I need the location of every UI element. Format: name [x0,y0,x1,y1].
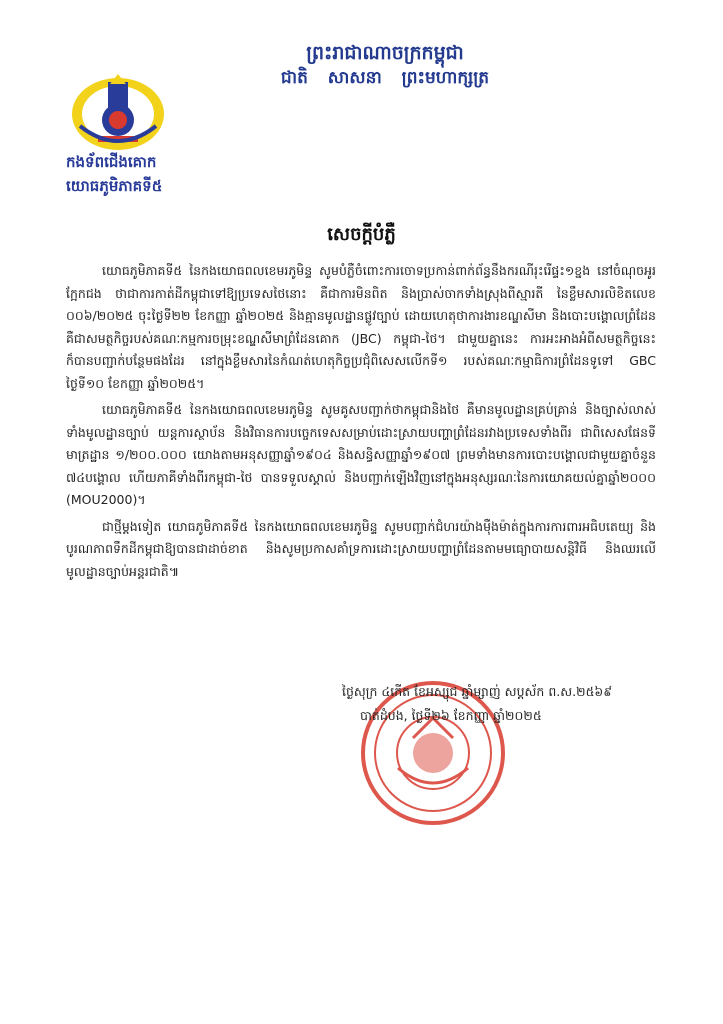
unit-name [66,150,286,198]
paragraph-3: ជាថ្មីម្ដងទៀត យោធភូមិភាគទី៥ នៃកងយោធពលខេមរភូមិន្ទ សូមបញ្ជាក់ជំហរយ៉ាងម៉ឺងម៉ាត់ក្នុងការការពារអធិបតេយ្យ និងបូរណភាពទឹកដីកម្ពុជាឱ្យបានជាដាច់ខាត និងសូមប្រកាសគាំទ្រការដោះស្រាយបញ្ហាព្រំដែនតាមមធ្យោបាយសន្តិវិធី និងឈរលើមូលដ្ឋានច្បាប់អន្តរជាតិ៕ [66,518,656,579]
unit-line-army: កងទ័ពជើងគោក [66,153,157,171]
paragraph-2: យោធភូមិភាគទី៥ នៃកងយោធពលខេមរភូមិន្ទ សូមគូសបញ្ជាក់ថាកម្ពុជានិងថៃ គឺមានមូលដ្ឋានគ្រប់គ្រាន់ និងច្បាស់លាស់ ទាំងមូលដ្ឋានច្បាប់ យន្តការស្ថាប័ន និងវិធានការបច្ចេកទេសសម្រាប់ដោះស្រាយបញ្ហាព្រំដែនរវាងប្រទេសទាំងពីរ ជាពិសេសផែនទីមាត្រដ្ឋាន ១/២០០.០០០ យោងតាមអនុសញ្ញាឆ្នាំ១៩០៤ និងសន្ធិសញ្ញាឆ្នាំ១៩០៧ ព្រមទាំងមានការបោះបង្គោលជាមួយគ្នាចំនួន ៧៤បង្គោល ហើយភាគីទាំងពីរកម្ពុជា-ថៃ បានទទួលស្គាល់ និងបញ្ជាក់ឡើងវិញនៅក្នុងអនុស្សរណៈនៃការយោគយល់គ្នាឆ្នាំ២០០០ (MOU2000)។ [66,402,656,507]
document-body [66,260,656,587]
document-title: សេចក្ដីបំភ្លឺ [327,224,396,245]
paragraph-1: យោធភូមិភាគទី៥ នៃកងយោធពលខេមរភូមិន្ទ សូមបំភ្លឺចំពោះការចោទប្រកាន់ពាក់ព័ន្ធនឹងករណីរុះរើផ្ទះ១ខ្នង នៅចំណុចអូរក្អែកជង ថាជាការកាត់ដីកម្ពុជាទៅឱ្យប្រទេសថៃនោះ គឺជាការមិនពិត និងប្រាស់ចាកទាំងស្រុងពីស្មារតី នៃខ្លឹមសារលិខិតលេខ ០០៦/២០២៥ ចុះថ្ងៃទី២២ ខែកញ្ញា ឆ្នាំ២០២៥ និងគ្មានមូលដ្ឋានផ្លូវច្បាប់ ដោយហេតុថាការងារខណ្ឌសីមា និងបោះបង្គោលព្រំដែន គឺជាសមត្ថកិច្ចរបស់គណៈកម្មការចម្រុះខណ្ឌសីមាព្រំដែនគោក (JBC) កម្ពុជា-ថៃ។ ជាមួយគ្នានេះ ការអះអាងអំពីសមត្ថកិច្ចនេះ ក៏បានបញ្ជាក់បន្ថែមផងដែរ នៅក្នុងខ្លឹមសារនៃកំណត់ហេតុកិច្ចប្រជុំពិសេសលើកទី១ របស់គណៈកម្មាធិការព្រំដែនទូទៅ GBC ថ្ងៃទី១០ ខែកញ្ញា ឆ្នាំ២០២៥។ [66,263,656,391]
army-emblem-icon [68,72,168,154]
unit-line-region: យោធភូមិភាគទី៥ [66,177,163,195]
date-block [330,680,670,728]
kingdom-name: ព្រះរាជាណាចក្រកម្ពុជា [306,42,464,64]
national-motto [220,40,550,90]
nation-religion-king: ជាតិ សាសនា ព្រះមហាក្សត្រ [280,68,490,88]
place-date: បាត់ដំបង, ថ្ងៃទី២៦ ខែកញ្ញា ឆ្នាំ២០២៥ [360,708,542,723]
lunar-date: ថ្ងៃសុក្រ ៤កើត ខែអស្សុជ ឆ្នាំម្សាញ់ សប្តស័ក ព.ស.២៥៦៩ [342,684,613,699]
